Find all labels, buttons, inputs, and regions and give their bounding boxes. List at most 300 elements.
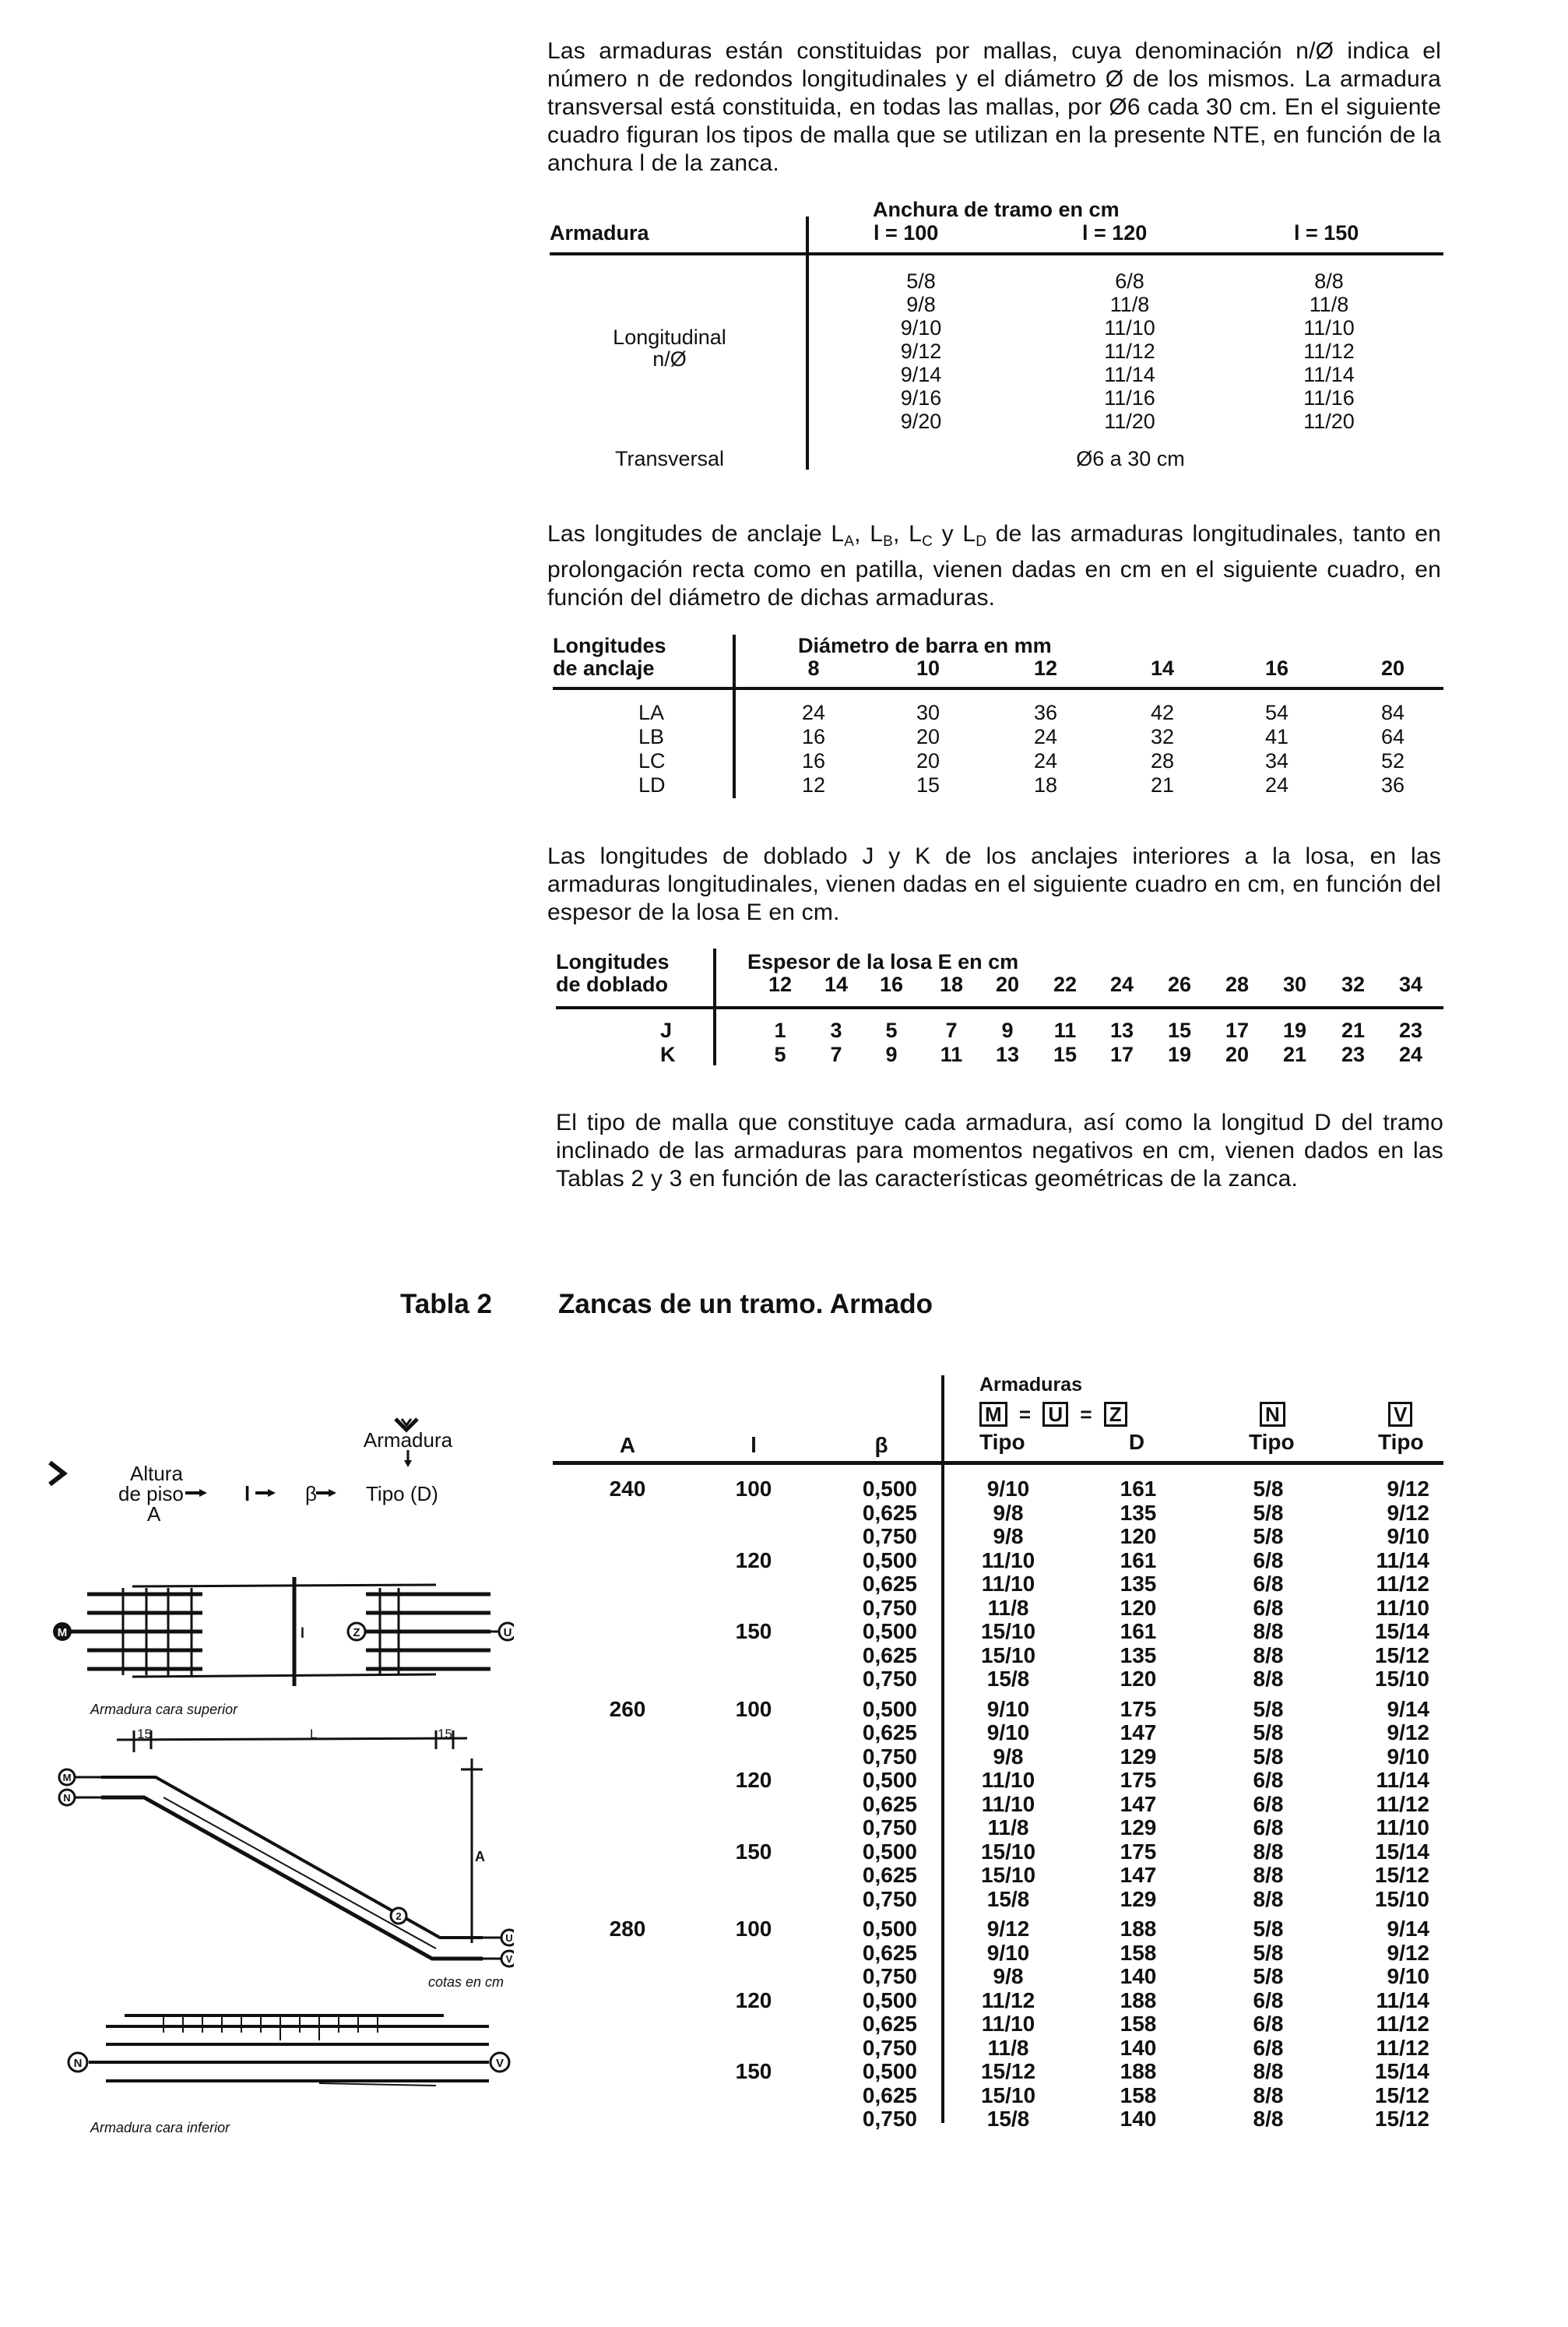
table-cell: 20 xyxy=(916,725,940,748)
cell-tipo-N: 5/8 xyxy=(1253,1744,1284,1769)
cell-tipo-MUZ: 9/8 xyxy=(993,1524,1024,1548)
cell-tipo-V: 9/12 xyxy=(1387,1500,1429,1525)
table-cell: 17 xyxy=(1109,1043,1134,1066)
cell-tipo-MUZ: 11/10 xyxy=(981,2012,1035,2036)
column-header: l = 100 xyxy=(874,221,939,245)
table-group-header: Anchura de tramo en cm xyxy=(873,198,1120,221)
cell-tipo-V: 11/10 xyxy=(1376,1595,1429,1620)
box-V: V xyxy=(1388,1402,1412,1427)
table-cell: 11/20 xyxy=(1303,410,1355,433)
box-Z: Z xyxy=(1104,1402,1127,1427)
table-cell: 24 xyxy=(1398,1043,1423,1066)
table-cell: 20 xyxy=(916,749,940,773)
table-cell: 28 xyxy=(1150,749,1175,773)
row-label: LD xyxy=(638,773,666,797)
cell-D: 175 xyxy=(1120,1839,1157,1864)
row-label: Longitudinal xyxy=(613,326,726,349)
anclaje-paragraph xyxy=(547,520,1441,612)
column-header: l = 120 xyxy=(1082,221,1148,245)
text: , L xyxy=(893,521,923,547)
cell-tipo-MUZ: 15/8 xyxy=(986,1667,1030,1691)
table-cell: 17 xyxy=(1225,1019,1250,1042)
cell-D: 135 xyxy=(1120,1572,1157,1596)
cell-beta: 0,500 xyxy=(862,1696,917,1721)
table-cell: 11/20 xyxy=(1104,410,1155,433)
cell-tipo-MUZ: 11/8 xyxy=(987,2035,1029,2060)
cell-tipo-N: 8/8 xyxy=(1253,2082,1284,2107)
table-cell: 11/16 xyxy=(1104,386,1155,410)
marker-V: V xyxy=(505,1953,513,1965)
table-cell: 5/8 xyxy=(906,269,936,293)
cell-tipo-V: 15/14 xyxy=(1374,1619,1429,1643)
cell-beta: 0,625 xyxy=(862,2082,917,2107)
cell-tipo-V: 11/14 xyxy=(1376,1987,1429,2012)
cell-beta: 0,750 xyxy=(862,1595,917,1620)
table-cell: 11/10 xyxy=(1303,316,1355,340)
cell-tipo-N: 8/8 xyxy=(1253,1619,1284,1643)
table-cell: 32 xyxy=(1150,725,1175,748)
column-header: 10 xyxy=(916,657,940,680)
table-cell: 9/8 xyxy=(906,293,936,316)
equals-sign: = xyxy=(1018,1403,1032,1426)
cell-tipo-N: 5/8 xyxy=(1253,1720,1284,1744)
cell-tipo-V: 11/14 xyxy=(1376,1547,1429,1572)
cell-tipo-N: 5/8 xyxy=(1253,1917,1284,1941)
table-group-header: Diámetro de barra en mm xyxy=(798,634,1052,657)
box-M: M xyxy=(979,1402,1007,1427)
column-header: 20 xyxy=(995,973,1020,996)
table-cell: 15 xyxy=(916,773,940,797)
cell-D: 129 xyxy=(1120,1744,1157,1769)
table-cell: 11 xyxy=(940,1043,963,1066)
cell-tipo-N: 5/8 xyxy=(1253,1696,1284,1721)
transversal-value: Ø6 a 30 cm xyxy=(1076,447,1185,470)
table-rule xyxy=(550,252,1443,255)
table-cell: 7 xyxy=(945,1019,958,1042)
cell-tipo-MUZ: 11/10 xyxy=(981,1791,1035,1816)
subscript: B xyxy=(883,533,894,550)
cell-beta: 0,500 xyxy=(862,1768,917,1792)
cell-l: 120 xyxy=(735,1768,772,1792)
cell-beta: 0,500 xyxy=(862,1917,917,1941)
cell-D: 175 xyxy=(1120,1696,1157,1721)
cell-tipo-MUZ: 15/10 xyxy=(980,1619,1036,1643)
cell-beta: 0,750 xyxy=(862,1815,917,1839)
column-header: 16 xyxy=(879,973,904,996)
table-cell: 21 xyxy=(1341,1019,1366,1042)
cell-l: 150 xyxy=(735,1619,772,1643)
table-cell: 84 xyxy=(1380,701,1405,724)
cell-tipo-V: 15/12 xyxy=(1374,1863,1429,1887)
table-cell: 9/12 xyxy=(900,340,942,363)
table-cell: 36 xyxy=(1380,773,1405,797)
table-cell: 13 xyxy=(995,1043,1020,1066)
cell-l: 150 xyxy=(735,2059,772,2083)
row-label: LB xyxy=(638,725,665,748)
cell-tipo-V: 9/12 xyxy=(1387,1477,1429,1501)
table-cell: 18 xyxy=(1033,773,1058,797)
table-cell: 15 xyxy=(1053,1043,1078,1066)
cell-tipo-N: 6/8 xyxy=(1253,1547,1284,1572)
cell-D: 147 xyxy=(1120,1791,1157,1816)
cell-l: 100 xyxy=(735,1917,772,1941)
column-header: 20 xyxy=(1380,657,1405,680)
cell-tipo-V: 11/12 xyxy=(1376,2012,1429,2036)
legend-de-piso: de piso xyxy=(118,1482,184,1505)
cell-tipo-V: 15/14 xyxy=(1374,2059,1429,2083)
column-header: 30 xyxy=(1282,973,1307,996)
cell-A: 260 xyxy=(609,1696,646,1721)
marker-U: U xyxy=(505,1932,513,1944)
subscript: D xyxy=(976,533,987,550)
cell-tipo-MUZ: 9/8 xyxy=(993,1964,1024,1988)
cell-tipo-N: 8/8 xyxy=(1253,1863,1284,1887)
cell-tipo-V: 11/12 xyxy=(1376,2035,1429,2060)
marker-N: N xyxy=(73,2057,83,2070)
table-cell: 9/14 xyxy=(900,363,942,386)
cell-l: 100 xyxy=(735,1696,772,1721)
cell-D: 161 xyxy=(1120,1547,1157,1572)
table-cell: 24 xyxy=(1033,725,1058,748)
legend-beta: β xyxy=(305,1482,317,1505)
dim-A: A xyxy=(475,1849,485,1864)
cell-tipo-MUZ: 15/8 xyxy=(986,2107,1030,2131)
cell-tipo-N: 5/8 xyxy=(1253,1477,1284,1501)
cell-tipo-MUZ: 11/8 xyxy=(987,1595,1029,1620)
cell-beta: 0,750 xyxy=(862,2035,917,2060)
row-label: Transversal xyxy=(614,447,725,470)
cell-tipo-MUZ: 11/8 xyxy=(987,1815,1029,1839)
column-header-l: l xyxy=(751,1433,757,1457)
cell-beta: 0,625 xyxy=(862,1791,917,1816)
cell-D: 129 xyxy=(1120,1815,1157,1839)
table-cell: 20 xyxy=(1225,1043,1250,1066)
cell-D: 158 xyxy=(1120,1940,1157,1965)
table-cell: 9/16 xyxy=(900,386,942,410)
table-cell: 41 xyxy=(1264,725,1289,748)
caption-inferior: Armadura cara inferior xyxy=(90,2120,230,2135)
cell-tipo-N: 8/8 xyxy=(1253,2059,1284,2083)
table-cell: 21 xyxy=(1282,1043,1307,1066)
table-cell: 16 xyxy=(801,749,826,773)
cell-tipo-V: 11/12 xyxy=(1376,1572,1429,1596)
cell-beta: 0,625 xyxy=(862,1720,917,1744)
cell-beta: 0,500 xyxy=(862,1619,917,1643)
cell-tipo-V: 11/14 xyxy=(1376,1768,1429,1792)
cell-D: 120 xyxy=(1120,1595,1157,1620)
table-cell: 64 xyxy=(1380,725,1405,748)
table-number: Tabla 2 xyxy=(400,1289,493,1319)
legend-armadura: Armadura xyxy=(363,1428,453,1452)
cell-tipo-N: 6/8 xyxy=(1253,2035,1284,2060)
column-header: 16 xyxy=(1264,657,1289,680)
text: de las armaduras longitudinales, tanto en prolongación recta como en patilla, vienen dadas en cm en el siguiente cuadro, en función del diámetro de dichas armaduras. xyxy=(547,521,1441,611)
cell-A: 280 xyxy=(609,1917,646,1941)
legend-tipo: Tipo (D) xyxy=(366,1482,438,1505)
marker-V: V xyxy=(495,2057,505,2070)
cell-tipo-MUZ: 11/12 xyxy=(981,1987,1035,2012)
table-cell: 23 xyxy=(1398,1019,1423,1042)
cell-tipo-N: 6/8 xyxy=(1253,1572,1284,1596)
cell-beta: 0,625 xyxy=(862,1642,917,1667)
legend-A: A xyxy=(147,1502,161,1526)
column-header: 8 xyxy=(807,657,820,680)
column-header-beta: β xyxy=(874,1433,888,1457)
column-header: 28 xyxy=(1225,973,1250,996)
cell-l: 100 xyxy=(735,1477,772,1501)
table-cell: 42 xyxy=(1150,701,1175,724)
table-cell: 9 xyxy=(885,1043,898,1066)
table-cell: 6/8 xyxy=(1115,269,1144,293)
table-rule xyxy=(553,1461,1443,1465)
cell-D: 188 xyxy=(1120,1917,1157,1941)
cell-beta: 0,750 xyxy=(862,1886,917,1911)
table-cell: 19 xyxy=(1282,1019,1307,1042)
cell-tipo-MUZ: 9/12 xyxy=(986,1917,1030,1941)
table-cell: 12 xyxy=(801,773,826,797)
subscript: C xyxy=(922,533,933,550)
cell-beta: 0,625 xyxy=(862,2012,917,2036)
table-cell: 54 xyxy=(1264,701,1289,724)
cell-tipo-V: 9/10 xyxy=(1387,1744,1429,1769)
cell-beta: 0,500 xyxy=(862,1477,917,1501)
dim-15-left: 15 xyxy=(137,1727,152,1741)
table-divider xyxy=(733,635,736,798)
column-header-tipo: Tipo xyxy=(979,1430,1025,1454)
cell-tipo-N: 5/8 xyxy=(1253,1500,1284,1525)
column-header: l = 150 xyxy=(1294,221,1359,245)
cell-tipo-MUZ: 11/10 xyxy=(981,1572,1035,1596)
cell-tipo-MUZ: 9/8 xyxy=(993,1500,1024,1525)
intro-paragraph: Las armaduras están constituidas por mallas, cuya denominación n/Ø indica el número n de redondos longitudinales y el diámetro Ø de los mismos. La armadura transversal está constituida, en todas las mallas, por Ø6 cada 30 cm. En el siguiente cuadro figuran los tipos de malla que se utilizan en la presente NTE, en función de la anchura l de la zanca. xyxy=(547,38,1441,176)
table-cell: 23 xyxy=(1341,1043,1366,1066)
cell-tipo-V: 15/12 xyxy=(1374,2107,1429,2131)
cell-D: 175 xyxy=(1120,1768,1157,1792)
table-cell: 11/10 xyxy=(1104,316,1155,340)
table-cell: 30 xyxy=(916,701,940,724)
plan-superior-diagram xyxy=(47,1577,514,1694)
table-cell: 24 xyxy=(1264,773,1289,797)
cell-tipo-MUZ: 15/12 xyxy=(980,2059,1036,2083)
table-rule xyxy=(556,1006,1443,1009)
column-header: 32 xyxy=(1341,973,1366,996)
table-cell: 11/8 xyxy=(1309,293,1349,316)
cell-l: 150 xyxy=(735,1839,772,1864)
table-divider xyxy=(941,1375,944,2123)
cell-beta: 0,750 xyxy=(862,1524,917,1548)
cell-D: 140 xyxy=(1120,1964,1157,1988)
table-group-header: Armaduras xyxy=(979,1374,1082,1396)
box-N-wrap xyxy=(1260,1402,1285,1427)
cell-D: 135 xyxy=(1120,1500,1157,1525)
cell-l: 120 xyxy=(735,1987,772,2012)
cell-D: 188 xyxy=(1120,2059,1157,2083)
cell-tipo-V: 9/12 xyxy=(1387,1940,1429,1965)
table-rule xyxy=(553,687,1443,690)
table-cell: 1 xyxy=(774,1019,786,1042)
cell-D: 188 xyxy=(1120,1987,1157,2012)
row-sublabel: n/Ø xyxy=(652,347,687,371)
cell-tipo-N: 6/8 xyxy=(1253,1595,1284,1620)
column-header: 34 xyxy=(1398,973,1423,996)
cell-tipo-V: 15/12 xyxy=(1374,1642,1429,1667)
cell-tipo-MUZ: 9/8 xyxy=(993,1744,1024,1769)
cell-tipo-V: 11/12 xyxy=(1376,1791,1429,1816)
marker-N: N xyxy=(63,1792,71,1804)
cell-beta: 0,500 xyxy=(862,1839,917,1864)
table-cell: 52 xyxy=(1380,749,1405,773)
table-cell: 24 xyxy=(1033,749,1058,773)
cell-tipo-N: 5/8 xyxy=(1253,1524,1284,1548)
dim-15-right: 15 xyxy=(438,1727,452,1741)
table-cell: 13 xyxy=(1109,1019,1134,1042)
cell-D: 140 xyxy=(1120,2035,1157,2060)
column-header: 26 xyxy=(1167,973,1192,996)
cell-l: 120 xyxy=(735,1547,772,1572)
column-header: 14 xyxy=(1150,657,1175,680)
table-divider xyxy=(713,949,716,1065)
table-cell: 34 xyxy=(1264,749,1289,773)
marker-Z: Z xyxy=(353,1626,360,1639)
table-cell: 7 xyxy=(830,1043,842,1066)
box-U: U xyxy=(1042,1402,1068,1427)
table-cell: 9/20 xyxy=(900,410,942,433)
cell-beta: 0,750 xyxy=(862,1964,917,1988)
cell-tipo-V: 9/10 xyxy=(1387,1524,1429,1548)
cell-tipo-V: 9/14 xyxy=(1387,1696,1429,1721)
cell-tipo-N: 6/8 xyxy=(1253,2012,1284,2036)
table-cell: 11/16 xyxy=(1303,386,1355,410)
cell-tipo-N: 6/8 xyxy=(1253,1768,1284,1792)
legend-l: l xyxy=(244,1482,251,1505)
legend-altura: Altura xyxy=(130,1462,183,1485)
column-header: 24 xyxy=(1109,973,1134,996)
cell-D: 120 xyxy=(1120,1524,1157,1548)
row-label: K xyxy=(660,1043,676,1066)
cell-tipo-V: 15/14 xyxy=(1374,1839,1429,1864)
cell-D: 129 xyxy=(1120,1886,1157,1911)
marker-M: M xyxy=(62,1772,72,1783)
armadura-boxes xyxy=(979,1402,1127,1427)
column-header: 12 xyxy=(768,973,793,996)
marker-U: U xyxy=(503,1626,512,1639)
cell-D: 120 xyxy=(1120,1667,1157,1691)
row-label: J xyxy=(660,1019,673,1042)
cell-tipo-MUZ: 15/8 xyxy=(986,1886,1030,1911)
plan-inferior-diagram xyxy=(47,2009,514,2095)
table-cell: 16 xyxy=(801,725,826,748)
table-row-header: de doblado xyxy=(556,973,668,996)
table-cell: 5 xyxy=(774,1043,786,1066)
table-row-header: Armadura xyxy=(550,221,649,245)
dim-L: L xyxy=(310,1727,318,1741)
column-header: 18 xyxy=(939,973,964,996)
cell-D: 161 xyxy=(1120,1619,1157,1643)
cell-tipo-MUZ: 9/10 xyxy=(986,1940,1030,1965)
cell-D: 135 xyxy=(1120,1642,1157,1667)
marker-M: M xyxy=(57,1626,68,1639)
cell-beta: 0,500 xyxy=(862,2059,917,2083)
cell-D: 161 xyxy=(1120,1477,1157,1501)
table-cell: 11/8 xyxy=(1109,293,1150,316)
column-header: 22 xyxy=(1053,973,1078,996)
tablas-paragraph: El tipo de malla que constituye cada armadura, así como la longitud D del tramo inclinado de las armaduras para momentos negativos en cm, vienen dados en las Tablas 2 y 3 en función de las características geométricas de la zanca. xyxy=(556,1110,1443,1192)
table-cell: 11 xyxy=(1053,1019,1077,1042)
cell-tipo-N: 5/8 xyxy=(1253,1964,1284,1988)
column-header-D: D xyxy=(1128,1430,1145,1454)
table-title: Zancas de un tramo. Armado xyxy=(558,1289,933,1319)
text: , L xyxy=(854,521,884,547)
table-cell: 24 xyxy=(801,701,826,724)
cell-tipo-N: 8/8 xyxy=(1253,2107,1284,2131)
cell-beta: 0,750 xyxy=(862,1667,917,1691)
cell-tipo-N: 8/8 xyxy=(1253,1667,1284,1691)
cell-beta: 0,625 xyxy=(862,1940,917,1965)
cell-beta: 0,750 xyxy=(862,2107,917,2131)
table-cell: 11/12 xyxy=(1104,340,1155,363)
caption-superior: Armadura cara superior xyxy=(90,1702,238,1717)
cell-beta: 0,625 xyxy=(862,1572,917,1596)
caption-cotas: cotas en cm xyxy=(428,1974,505,1990)
column-header-tipo-V: Tipo xyxy=(1378,1430,1424,1454)
table-group-header: Espesor de la losa E en cm xyxy=(747,950,1019,973)
table-cell: 3 xyxy=(830,1019,842,1042)
row-label: LC xyxy=(638,749,666,773)
table-cell: 15 xyxy=(1167,1019,1192,1042)
table-cell: 19 xyxy=(1167,1043,1192,1066)
cell-D: 158 xyxy=(1120,2082,1157,2107)
cell-A: 240 xyxy=(609,1477,646,1501)
cell-tipo-V: 9/12 xyxy=(1387,1720,1429,1744)
table-row-header: Longitudes xyxy=(556,950,670,973)
table-cell: 8/8 xyxy=(1314,269,1344,293)
table-cell: 21 xyxy=(1150,773,1175,797)
text: Las longitudes de anclaje L xyxy=(547,521,845,547)
table-cell: 11/14 xyxy=(1303,363,1355,386)
cell-tipo-V: 11/10 xyxy=(1376,1815,1429,1839)
cell-tipo-N: 8/8 xyxy=(1253,1642,1284,1667)
cell-beta: 0,500 xyxy=(862,1547,917,1572)
cell-tipo-MUZ: 11/10 xyxy=(981,1768,1035,1792)
cell-beta: 0,625 xyxy=(862,1863,917,1887)
table-cell: 5 xyxy=(885,1019,898,1042)
cell-tipo-MUZ: 15/10 xyxy=(980,1642,1036,1667)
cell-tipo-N: 8/8 xyxy=(1253,1886,1284,1911)
column-header-A: A xyxy=(619,1433,636,1457)
box-N: N xyxy=(1260,1402,1285,1427)
cell-beta: 0,750 xyxy=(862,1744,917,1769)
label-l: l xyxy=(301,1625,305,1641)
table-row-header: Longitudes xyxy=(553,634,666,657)
cell-tipo-V: 15/10 xyxy=(1374,1886,1429,1911)
cell-tipo-V: 9/14 xyxy=(1387,1917,1429,1941)
cell-tipo-MUZ: 15/10 xyxy=(980,2082,1036,2107)
table-divider xyxy=(806,217,809,470)
cell-tipo-N: 5/8 xyxy=(1253,1940,1284,1965)
table-cell: 11/14 xyxy=(1104,363,1155,386)
cell-tipo-N: 8/8 xyxy=(1253,1839,1284,1864)
marker-2: 2 xyxy=(396,1910,402,1922)
column-header: 12 xyxy=(1033,657,1058,680)
cell-beta: 0,625 xyxy=(862,1500,917,1525)
column-header: 14 xyxy=(824,973,849,996)
cell-D: 147 xyxy=(1120,1863,1157,1887)
cell-tipo-MUZ: 9/10 xyxy=(986,1720,1030,1744)
equals-sign: = xyxy=(1080,1403,1092,1426)
doblado-paragraph: Las longitudes de doblado J y K de los anclajes interiores a la losa, en las armaduras longitudinales, vienen dadas en el siguiente cuadro en cm, en función del espesor de la losa E en cm. xyxy=(547,843,1441,925)
cell-tipo-N: 6/8 xyxy=(1253,1987,1284,2012)
cell-tipo-MUZ: 9/10 xyxy=(986,1696,1030,1721)
